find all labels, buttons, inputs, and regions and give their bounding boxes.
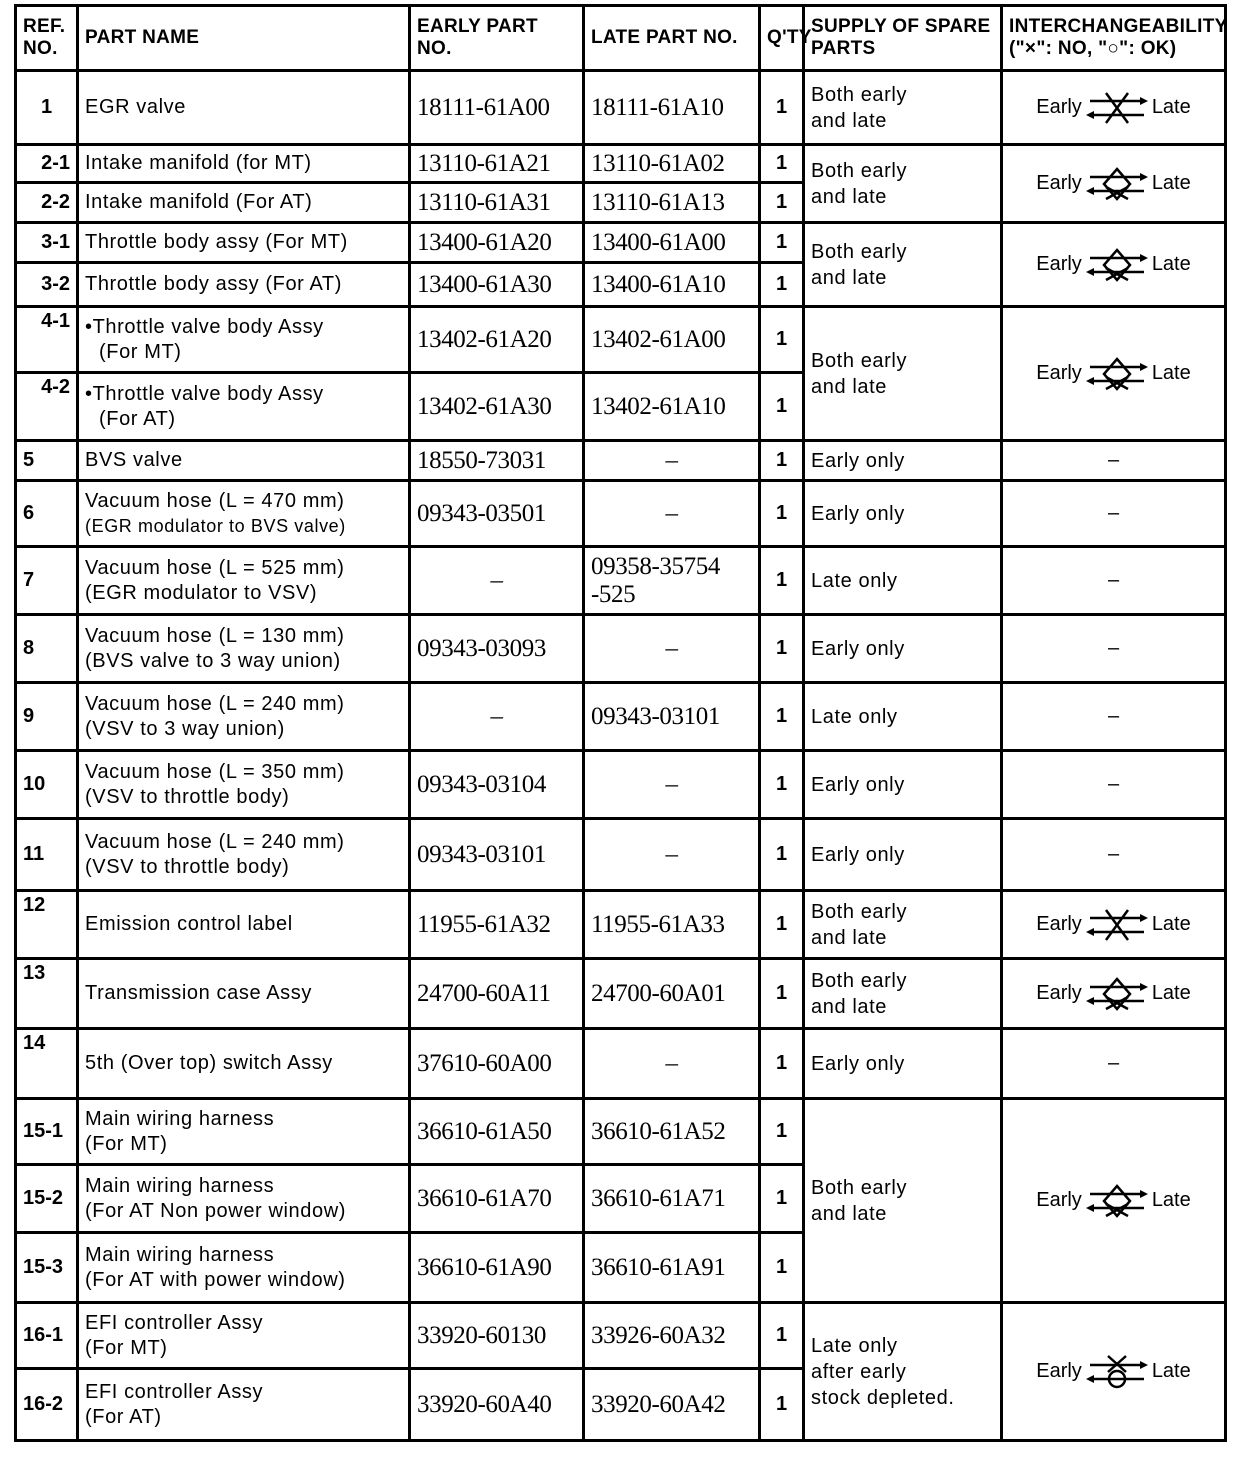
early-part-no: 18111-61A00 bbox=[410, 71, 584, 145]
part-name bbox=[78, 307, 410, 373]
early-label: Early bbox=[1036, 253, 1082, 275]
qty: 1 bbox=[760, 1099, 804, 1165]
header-interchangeability-legend: ("×": NO, "○": OK) bbox=[1009, 38, 1177, 59]
part-name-line-1: Vacuum hose (L = 240 mm) bbox=[85, 692, 345, 715]
header-interchangeability-title: INTERCHANGEABILITY bbox=[1009, 16, 1228, 37]
ref-no: 15-3 bbox=[16, 1233, 78, 1303]
part-name bbox=[78, 1303, 410, 1369]
one-way-interchange-icon bbox=[1086, 357, 1148, 391]
one-way-ok-interchange-icon bbox=[1086, 1355, 1148, 1389]
table-row bbox=[16, 307, 1226, 373]
supply-line-2: and late bbox=[811, 266, 887, 289]
part-name-line-2: (For MT) bbox=[85, 1132, 168, 1155]
part-name: Emission control label bbox=[78, 891, 410, 959]
late-part-no: – bbox=[584, 615, 760, 683]
interchangeability-cell: – bbox=[1002, 481, 1226, 547]
part-name: Throttle body assy (For MT) bbox=[78, 223, 410, 263]
early-label: Early bbox=[1036, 362, 1082, 384]
supply-spare-parts: Early only bbox=[804, 751, 1002, 819]
part-name bbox=[78, 1233, 410, 1303]
supply-line-2: and late bbox=[811, 109, 887, 132]
late-label: Late bbox=[1151, 1360, 1191, 1382]
supply-line-1: Both early bbox=[811, 900, 908, 923]
interchangeability-cell bbox=[1002, 1099, 1226, 1303]
qty: 1 bbox=[760, 1165, 804, 1233]
part-name-line-1: Vacuum hose (L = 130 mm) bbox=[85, 624, 345, 647]
interchangeability-cell: – bbox=[1002, 615, 1226, 683]
early-part-no: – bbox=[410, 547, 584, 615]
supply-line-2: and late bbox=[811, 1202, 887, 1225]
part-name-line-2: (For AT with power window) bbox=[85, 1268, 346, 1291]
qty: 1 bbox=[760, 683, 804, 751]
part-name-line-1: Vacuum hose (L = 240 mm) bbox=[85, 830, 345, 853]
interchangeability-cell bbox=[1002, 891, 1226, 959]
late-part-no: – bbox=[584, 819, 760, 891]
late-part-no: 18111-61A10 bbox=[584, 71, 760, 145]
qty: 1 bbox=[760, 145, 804, 183]
header-qty: Q'TY bbox=[760, 6, 804, 71]
early-part-no: 13402-61A20 bbox=[410, 307, 584, 373]
late-label: Late bbox=[1151, 982, 1191, 1004]
late-part-no: 33926-60A32 bbox=[584, 1303, 760, 1369]
early-part-no: 09343-03501 bbox=[410, 481, 584, 547]
part-name-line-2: (EGR modulator to BVS valve) bbox=[85, 515, 346, 536]
part-name-line-1: Vacuum hose (L = 470 mm) bbox=[85, 489, 345, 512]
part-name-line-2: (For AT Non power window) bbox=[85, 1199, 347, 1222]
interchangeability-cell bbox=[1002, 71, 1226, 145]
supply-line-1: Both early bbox=[811, 240, 908, 263]
late-part-no: 11955-61A33 bbox=[584, 891, 760, 959]
table-row bbox=[16, 959, 1226, 1029]
part-name-line-1: Main wiring harness bbox=[85, 1107, 275, 1130]
ref-no: 11 bbox=[16, 819, 78, 891]
ref-no: 3-1 bbox=[16, 223, 78, 263]
late-part-no: 36610-61A91 bbox=[584, 1233, 760, 1303]
one-way-interchange-icon bbox=[1086, 1184, 1148, 1218]
supply-line-2: and late bbox=[811, 926, 887, 949]
late-label: Late bbox=[1151, 362, 1191, 384]
qty: 1 bbox=[760, 263, 804, 307]
table-row bbox=[16, 751, 1226, 819]
table-row bbox=[16, 819, 1226, 891]
part-name-line-2: (VSV to 3 way union) bbox=[85, 717, 285, 740]
early-part-no: 33920-60130 bbox=[410, 1303, 584, 1369]
part-name bbox=[78, 683, 410, 751]
part-name bbox=[78, 615, 410, 683]
header-late-part-no: LATE PART NO. bbox=[584, 6, 760, 71]
interchangeability-cell: – bbox=[1002, 683, 1226, 751]
part-name-line-2: (For MT) bbox=[85, 1336, 168, 1359]
ref-no: 15-1 bbox=[16, 1099, 78, 1165]
interchangeability-cell bbox=[1002, 1303, 1226, 1441]
table-row bbox=[16, 223, 1226, 263]
part-name-line-1: Vacuum hose (L = 525 mm) bbox=[85, 556, 345, 579]
ref-no: 16-2 bbox=[16, 1369, 78, 1441]
early-label: Early bbox=[1036, 96, 1082, 118]
part-name-line-2: (EGR modulator to VSV) bbox=[85, 581, 318, 604]
supply-spare-parts bbox=[804, 71, 1002, 145]
early-label: Early bbox=[1036, 913, 1082, 935]
ref-no: 2-2 bbox=[16, 183, 78, 223]
table-row bbox=[16, 1099, 1226, 1165]
ref-no: 6 bbox=[16, 481, 78, 547]
late-label: Late bbox=[1151, 1189, 1191, 1211]
early-part-no: 13110-61A31 bbox=[410, 183, 584, 223]
table-row bbox=[16, 683, 1226, 751]
late-part-no: – bbox=[584, 481, 760, 547]
interchangeability-cell: – bbox=[1002, 819, 1226, 891]
late-part-no: 13402-61A00 bbox=[584, 307, 760, 373]
ref-no: 14 bbox=[16, 1029, 78, 1099]
supply-line-2: after early bbox=[811, 1360, 907, 1383]
late-part-no-line-1: 09358-35754 bbox=[591, 552, 720, 580]
supply-line-1: Both early bbox=[811, 1176, 908, 1199]
part-name-line-2: (For AT) bbox=[99, 407, 176, 430]
qty: 1 bbox=[760, 71, 804, 145]
early-part-no: 33920-60A40 bbox=[410, 1369, 584, 1441]
qty: 1 bbox=[760, 183, 804, 223]
part-name-line-2: (BVS valve to 3 way union) bbox=[85, 649, 341, 672]
ref-no: 8 bbox=[16, 615, 78, 683]
qty: 1 bbox=[760, 307, 804, 373]
early-part-no: 37610-60A00 bbox=[410, 1029, 584, 1099]
table-row bbox=[16, 71, 1226, 145]
header-part-name: PART NAME bbox=[78, 6, 410, 71]
qty: 1 bbox=[760, 441, 804, 481]
qty: 1 bbox=[760, 1303, 804, 1369]
supply-line-1: Late only bbox=[811, 1334, 898, 1357]
interchangeability-cell bbox=[1002, 959, 1226, 1029]
supply-line-3: stock depleted. bbox=[811, 1386, 955, 1409]
part-name: EGR valve bbox=[78, 71, 410, 145]
part-name: BVS valve bbox=[78, 441, 410, 481]
one-way-interchange-icon bbox=[1086, 167, 1148, 201]
header-early-part-no: EARLY PART NO. bbox=[410, 6, 584, 71]
part-name bbox=[78, 481, 410, 547]
part-name bbox=[78, 1099, 410, 1165]
late-part-no: 24700-60A01 bbox=[584, 959, 760, 1029]
late-label: Late bbox=[1151, 913, 1191, 935]
supply-spare-parts bbox=[804, 1099, 1002, 1303]
part-name: Intake manifold (For AT) bbox=[78, 183, 410, 223]
qty: 1 bbox=[760, 819, 804, 891]
late-part-no: – bbox=[584, 1029, 760, 1099]
early-part-no: 09343-03093 bbox=[410, 615, 584, 683]
parts-interchangeability-table bbox=[14, 4, 1227, 1442]
table-row bbox=[16, 547, 1226, 615]
table-row bbox=[16, 615, 1226, 683]
part-name bbox=[78, 751, 410, 819]
supply-spare-parts bbox=[804, 1303, 1002, 1441]
interchangeability-cell bbox=[1002, 223, 1226, 307]
early-label: Early bbox=[1036, 1360, 1082, 1382]
ref-no: 3-2 bbox=[16, 263, 78, 307]
early-part-no: 36610-61A50 bbox=[410, 1099, 584, 1165]
early-part-no: 11955-61A32 bbox=[410, 891, 584, 959]
interchangeability-cell: – bbox=[1002, 751, 1226, 819]
late-part-no: 13110-61A02 bbox=[584, 145, 760, 183]
ref-no: 9 bbox=[16, 683, 78, 751]
supply-line-1: Both early bbox=[811, 969, 908, 992]
ref-no: 4-1 bbox=[16, 307, 78, 373]
late-part-no: 36610-61A71 bbox=[584, 1165, 760, 1233]
parts-table-container bbox=[14, 4, 1228, 1442]
part-name bbox=[78, 547, 410, 615]
supply-spare-parts: Early only bbox=[804, 1029, 1002, 1099]
late-part-no-line-2: -525 bbox=[591, 580, 636, 608]
interchangeability-cell: – bbox=[1002, 547, 1226, 615]
late-part-no: 33920-60A42 bbox=[584, 1369, 760, 1441]
table-row bbox=[16, 481, 1226, 547]
late-part-no: – bbox=[584, 751, 760, 819]
late-part-no: 13400-61A00 bbox=[584, 223, 760, 263]
supply-spare-parts: Early only bbox=[804, 615, 1002, 683]
late-part-no bbox=[584, 547, 760, 615]
part-name: Throttle body assy (For AT) bbox=[78, 263, 410, 307]
late-label: Late bbox=[1151, 172, 1191, 194]
supply-line-1: Both early bbox=[811, 159, 908, 182]
early-label: Early bbox=[1036, 172, 1082, 194]
supply-spare-parts: Early only bbox=[804, 441, 1002, 481]
supply-spare-parts: Late only bbox=[804, 547, 1002, 615]
ref-no: 7 bbox=[16, 547, 78, 615]
one-way-interchange-icon bbox=[1086, 977, 1148, 1011]
header-interchangeability bbox=[1002, 6, 1226, 71]
qty: 1 bbox=[760, 891, 804, 959]
table-row bbox=[16, 1303, 1226, 1369]
ref-no: 16-1 bbox=[16, 1303, 78, 1369]
early-part-no: 13400-61A30 bbox=[410, 263, 584, 307]
interchangeability-cell: – bbox=[1002, 441, 1226, 481]
supply-line-2: and late bbox=[811, 375, 887, 398]
part-name bbox=[78, 1165, 410, 1233]
early-part-no: 13402-61A30 bbox=[410, 373, 584, 441]
early-part-no: 13400-61A20 bbox=[410, 223, 584, 263]
late-part-no: 36610-61A52 bbox=[584, 1099, 760, 1165]
late-part-no: 13402-61A10 bbox=[584, 373, 760, 441]
part-name bbox=[78, 819, 410, 891]
qty: 1 bbox=[760, 1029, 804, 1099]
late-label: Late bbox=[1151, 96, 1191, 118]
qty: 1 bbox=[760, 223, 804, 263]
qty: 1 bbox=[760, 615, 804, 683]
interchangeability-cell: – bbox=[1002, 1029, 1226, 1099]
qty: 1 bbox=[760, 373, 804, 441]
part-name bbox=[78, 373, 410, 441]
part-name: 5th (Over top) switch Assy bbox=[78, 1029, 410, 1099]
supply-spare-parts: Early only bbox=[804, 819, 1002, 891]
part-name: Intake manifold (for MT) bbox=[78, 145, 410, 183]
supply-spare-parts bbox=[804, 145, 1002, 223]
late-part-no: 13400-61A10 bbox=[584, 263, 760, 307]
early-part-no: 24700-60A11 bbox=[410, 959, 584, 1029]
supply-line-2: and late bbox=[811, 995, 887, 1018]
supply-spare-parts bbox=[804, 307, 1002, 441]
part-name-line-1: •Throttle valve body Assy bbox=[85, 382, 324, 405]
supply-line-1: Both early bbox=[811, 349, 908, 372]
ref-no: 13 bbox=[16, 959, 78, 1029]
ref-no: 12 bbox=[16, 891, 78, 959]
part-name-line-2: (For AT) bbox=[85, 1405, 162, 1428]
part-name-line-1: EFI controller Assy bbox=[85, 1380, 264, 1403]
table-row bbox=[16, 1029, 1226, 1099]
qty: 1 bbox=[760, 481, 804, 547]
early-part-no: 09343-03104 bbox=[410, 751, 584, 819]
qty: 1 bbox=[760, 1369, 804, 1441]
part-name-line-1: Main wiring harness bbox=[85, 1174, 275, 1197]
no-interchange-icon bbox=[1086, 908, 1148, 942]
qty: 1 bbox=[760, 1233, 804, 1303]
part-name-line-1: EFI controller Assy bbox=[85, 1311, 264, 1334]
supply-spare-parts bbox=[804, 223, 1002, 307]
early-part-no: 09343-03101 bbox=[410, 819, 584, 891]
part-name-line-1: Vacuum hose (L = 350 mm) bbox=[85, 760, 345, 783]
supply-spare-parts: Early only bbox=[804, 481, 1002, 547]
supply-line-2: and late bbox=[811, 185, 887, 208]
supply-spare-parts bbox=[804, 959, 1002, 1029]
part-name-line-2: (VSV to throttle body) bbox=[85, 855, 290, 878]
ref-no: 4-2 bbox=[16, 373, 78, 441]
ref-no: 5 bbox=[16, 441, 78, 481]
part-name-line-1: •Throttle valve body Assy bbox=[85, 315, 324, 338]
supply-spare-parts bbox=[804, 891, 1002, 959]
interchangeability-cell bbox=[1002, 145, 1226, 223]
table-row bbox=[16, 891, 1226, 959]
qty: 1 bbox=[760, 547, 804, 615]
late-part-no: 09343-03101 bbox=[584, 683, 760, 751]
part-name-line-2: (For MT) bbox=[99, 340, 182, 363]
ref-no: 15-2 bbox=[16, 1165, 78, 1233]
header-ref-no: REF. NO. bbox=[16, 6, 78, 71]
part-name bbox=[78, 1369, 410, 1441]
early-part-no: – bbox=[410, 683, 584, 751]
qty: 1 bbox=[760, 959, 804, 1029]
part-name: Transmission case Assy bbox=[78, 959, 410, 1029]
interchangeability-cell bbox=[1002, 307, 1226, 441]
table-row bbox=[16, 441, 1226, 481]
early-label: Early bbox=[1036, 1189, 1082, 1211]
late-part-no: – bbox=[584, 441, 760, 481]
table-row bbox=[16, 145, 1226, 183]
supply-line-1: Both early bbox=[811, 83, 908, 106]
no-interchange-icon bbox=[1086, 91, 1148, 125]
early-part-no: 36610-61A70 bbox=[410, 1165, 584, 1233]
early-part-no: 18550-73031 bbox=[410, 441, 584, 481]
header-row bbox=[16, 6, 1226, 71]
early-label: Early bbox=[1036, 982, 1082, 1004]
part-name-line-2: (VSV to throttle body) bbox=[85, 785, 290, 808]
qty: 1 bbox=[760, 751, 804, 819]
early-part-no: 13110-61A21 bbox=[410, 145, 584, 183]
supply-spare-parts: Late only bbox=[804, 683, 1002, 751]
late-part-no: 13110-61A13 bbox=[584, 183, 760, 223]
part-name-line-1: Main wiring harness bbox=[85, 1243, 275, 1266]
ref-no: 2-1 bbox=[16, 145, 78, 183]
early-part-no: 36610-61A90 bbox=[410, 1233, 584, 1303]
ref-no: 1 bbox=[16, 71, 78, 145]
late-label: Late bbox=[1151, 253, 1191, 275]
one-way-interchange-icon bbox=[1086, 248, 1148, 282]
header-supply: SUPPLY OF SPARE PARTS bbox=[804, 6, 1002, 71]
ref-no: 10 bbox=[16, 751, 78, 819]
